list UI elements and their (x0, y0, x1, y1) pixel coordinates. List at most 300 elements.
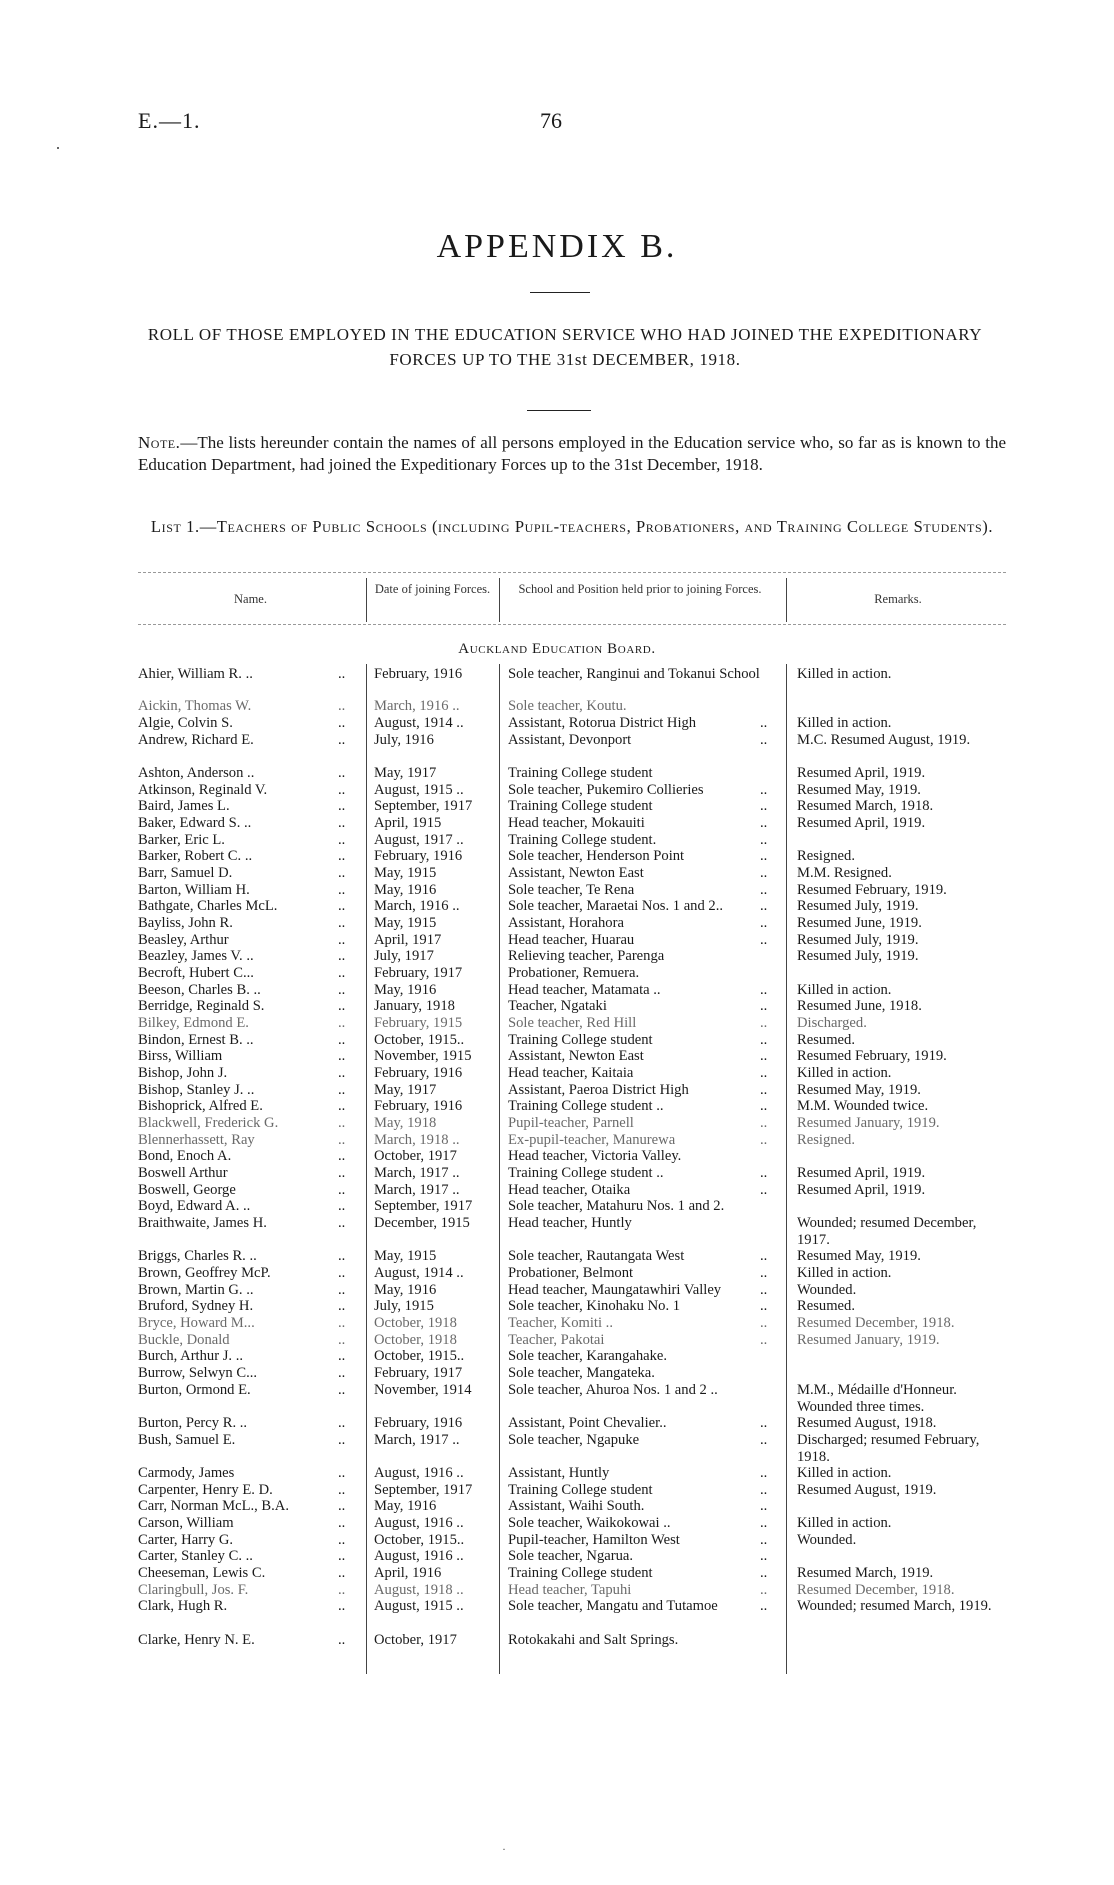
leader-dots: .. (760, 1132, 768, 1148)
leader-dots: .. (760, 1082, 768, 1098)
cell-remarks: Wounded; resumed March, 1919. (797, 1598, 992, 1614)
cell-school: Training College student (508, 765, 653, 781)
cell-remarks: Resumed June, 1919. (797, 915, 922, 931)
table-row (0, 1415, 1114, 1432)
leader-dots: .. (338, 1048, 346, 1064)
cell-date: February, 1916 (374, 666, 463, 682)
leader-dots: .. (760, 1032, 768, 1048)
table-row (0, 1582, 1114, 1599)
table-row (0, 1098, 1114, 1115)
leader-dots: .. (760, 1482, 768, 1498)
cell-name: Bindon, Ernest B. .. (138, 1032, 254, 1048)
cell-remarks: Resumed January, 1919. (797, 1332, 940, 1348)
cell-school: Sole teacher, Mangatu and Tutamoe (508, 1598, 718, 1614)
table-row (0, 882, 1114, 899)
cell-name: Berridge, Reginald S. (138, 998, 265, 1014)
cell-name: Barker, Robert C. .. (138, 848, 253, 864)
leader-dots: .. (338, 1298, 346, 1314)
leader-dots: .. (338, 1565, 346, 1581)
table-row (0, 1148, 1114, 1165)
cell-school: Assistant, Waihi South. (508, 1498, 645, 1514)
table-header-rule (138, 624, 1006, 625)
cell-date: February, 1916 (374, 848, 463, 864)
cell-name: Carpenter, Henry E. D. (138, 1482, 273, 1498)
cell-name: Carter, Harry G. (138, 1532, 234, 1548)
cell-date: February, 1916 (374, 1065, 463, 1081)
cell-name: Bishoprick, Alfred E. (138, 1098, 263, 1114)
cell-date: May, 1915 (374, 865, 437, 881)
cell-name: Aickin, Thomas W. (138, 698, 252, 714)
leader-dots: .. (338, 848, 346, 864)
leader-dots: .. (760, 1165, 768, 1181)
table-row (0, 1115, 1114, 1132)
leader-dots: .. (338, 1115, 346, 1131)
cell-school: Head teacher, Huarau (508, 932, 635, 948)
cell-remarks: Killed in action. (797, 1065, 892, 1081)
cell-school: Sole teacher, Red Hill (508, 1015, 637, 1031)
cell-name: Carr, Norman McL., B.A. (138, 1498, 289, 1514)
leader-dots: .. (760, 848, 768, 864)
leader-dots: .. (760, 1298, 768, 1314)
cell-date: May, 1917 (374, 1082, 437, 1098)
cell-school: Sole teacher, Ranginui and Tokanui School (508, 666, 760, 682)
cell-date: October, 1917 (374, 1632, 457, 1648)
cell-date: August, 1916 .. (374, 1515, 464, 1531)
cell-date: August, 1914 .. (374, 715, 464, 731)
leader-dots: .. (338, 1598, 346, 1614)
cell-date: May, 1916 (374, 1498, 437, 1514)
leader-dots: .. (338, 1582, 346, 1598)
table-row (0, 765, 1114, 782)
cell-name: Ashton, Anderson .. (138, 765, 255, 781)
table-row (0, 1248, 1114, 1265)
cell-school: Head teacher, Otaika (508, 1182, 631, 1198)
table-row (0, 1315, 1114, 1332)
cell-date: August, 1916 .. (374, 1465, 464, 1481)
cell-school: Assistant, Rotorua District High (508, 715, 697, 731)
leader-dots: .. (338, 1098, 346, 1114)
table-row (0, 1065, 1114, 1082)
board-heading: Auckland Education Board. (458, 641, 656, 657)
note-label: Note. (138, 433, 181, 452)
leader-dots: .. (338, 1332, 346, 1348)
leader-dots: .. (338, 1465, 346, 1481)
leader-dots: .. (760, 1065, 768, 1081)
cell-remarks: Wounded. (797, 1532, 857, 1548)
cell-remarks: Resumed January, 1919. (797, 1115, 940, 1131)
cell-school: Sole teacher, Te Rena (508, 882, 635, 898)
cell-school: Sole teacher, Ngapuke (508, 1432, 640, 1448)
leader-dots: .. (760, 1048, 768, 1064)
cell-name: Burton, Ormond E. (138, 1382, 251, 1398)
cell-remarks: Killed in action. (797, 666, 892, 682)
leader-dots: .. (338, 1482, 346, 1498)
table-row (0, 1298, 1114, 1315)
cell-date: April, 1917 (374, 932, 442, 948)
leader-dots: .. (760, 1565, 768, 1581)
cell-date: January, 1918 (374, 998, 455, 1014)
leader-dots: .. (338, 948, 346, 964)
cell-school: Head teacher, Kaitaia (508, 1065, 634, 1081)
cell-school: Training College student .. (508, 1098, 664, 1114)
cell-school: Probationer, Belmont (508, 1265, 634, 1281)
cell-remarks: M.M., Médaille d'Honneur. Wounded three times. (797, 1382, 957, 1415)
cell-name: Baker, Edward S. .. (138, 815, 252, 831)
cell-school: Training College student (508, 1032, 653, 1048)
cell-name: Claringbull, Jos. F. (138, 1582, 249, 1598)
leader-dots: .. (760, 782, 768, 798)
table-row (0, 1015, 1114, 1032)
leader-dots: .. (760, 1515, 768, 1531)
cell-name: Clarke, Henry N. E. (138, 1632, 255, 1648)
leader-dots: .. (338, 965, 346, 981)
cell-date: May, 1916 (374, 882, 437, 898)
leader-dots: .. (338, 732, 346, 748)
leader-dots: .. (338, 666, 346, 682)
cell-name: Bruford, Sydney H. (138, 1298, 254, 1314)
leader-dots: .. (338, 1315, 346, 1331)
cell-remarks: Resigned. (797, 848, 855, 864)
cell-name: Blackwell, Frederick G. (138, 1115, 279, 1131)
cell-school: Assistant, Point Chevalier.. (508, 1415, 667, 1431)
table-row (0, 698, 1114, 715)
cell-name: Briggs, Charles R. .. (138, 1248, 257, 1264)
cell-remarks: Killed in action. (797, 982, 892, 998)
table-row (0, 832, 1114, 849)
section-rule (527, 410, 591, 411)
cell-school: Probationer, Remuera. (508, 965, 640, 981)
cell-remarks: Resumed August, 1919. (797, 1482, 937, 1498)
cell-name: Burrow, Selwyn C... (138, 1365, 258, 1381)
cell-name: Andrew, Richard E. (138, 732, 254, 748)
leader-dots: .. (760, 1282, 768, 1298)
cell-name: Birss, William (138, 1048, 223, 1064)
leader-dots: .. (338, 882, 346, 898)
leader-dots: .. (338, 898, 346, 914)
cell-date: March, 1918 .. (374, 1132, 460, 1148)
cell-date: September, 1917 (374, 798, 473, 814)
cell-name: Beeson, Charles B. .. (138, 982, 261, 998)
cell-date: March, 1916 .. (374, 898, 460, 914)
cell-school: Assistant, Horahora (508, 915, 624, 931)
header-divider (366, 578, 367, 622)
leader-dots: .. (760, 815, 768, 831)
table-row (0, 1282, 1114, 1299)
cell-date: September, 1917 (374, 1482, 473, 1498)
cell-school: Head teacher, Matamata .. (508, 982, 661, 998)
cell-remarks: Resumed July, 1919. (797, 898, 919, 914)
cell-school: Training College student (508, 1565, 653, 1581)
cell-remarks: Resumed April, 1919. (797, 1182, 926, 1198)
cell-school: Head teacher, Victoria Valley. (508, 1148, 682, 1164)
cell-date: November, 1914 (374, 1382, 472, 1398)
cell-school: Head teacher, Maungatawhiri Valley (508, 1282, 722, 1298)
cell-name: Burton, Percy R. .. (138, 1415, 248, 1431)
table-row (0, 1482, 1114, 1499)
leader-dots: .. (760, 865, 768, 881)
cell-name: Bryce, Howard M... (138, 1315, 255, 1331)
cell-date: February, 1917 (374, 965, 463, 981)
table-row (0, 965, 1114, 982)
cell-date: April, 1916 (374, 1565, 442, 1581)
table-row (0, 1632, 1114, 1649)
leader-dots: .. (338, 1265, 346, 1281)
cell-name: Bilkey, Edmond E. (138, 1015, 249, 1031)
table-row (0, 982, 1114, 999)
cell-school: Sole teacher, Maraetai Nos. 1 and 2.. (508, 898, 724, 914)
cell-school: Relieving teacher, Parenga (508, 948, 665, 964)
leader-dots: .. (760, 1498, 768, 1514)
table-row (0, 1598, 1114, 1615)
cell-remarks: Killed in action. (797, 1265, 892, 1281)
cell-school: Sole teacher, Mangateka. (508, 1365, 655, 1381)
cell-name: Barr, Samuel D. (138, 865, 233, 881)
cell-school: Assistant, Devonport (508, 732, 632, 748)
table-row (0, 732, 1114, 749)
table-row (0, 666, 1114, 683)
cell-school: Training College student .. (508, 1165, 664, 1181)
cell-school: Sole teacher, Ahuroa Nos. 1 and 2 .. (508, 1382, 718, 1398)
cell-date: May, 1915 (374, 1248, 437, 1264)
leader-dots: .. (760, 1265, 768, 1281)
cell-remarks: Wounded; resumed December, 1917. (797, 1215, 977, 1248)
cell-name: Carson, William (138, 1515, 234, 1531)
leader-dots: .. (338, 715, 346, 731)
cell-remarks: Resumed May, 1919. (797, 782, 921, 798)
cell-date: August, 1915 .. (374, 782, 464, 798)
cell-remarks: Killed in action. (797, 715, 892, 731)
header-divider (499, 578, 500, 622)
cell-name: Brown, Geoffrey McP. (138, 1265, 271, 1281)
leader-dots: .. (760, 1098, 768, 1114)
table-row (0, 1548, 1114, 1565)
leader-dots: .. (338, 1248, 346, 1264)
cell-remarks: Resumed May, 1919. (797, 1248, 921, 1264)
cell-name: Bishop, John J. (138, 1065, 228, 1081)
cell-school: Teacher, Pakotai (508, 1332, 605, 1348)
cell-name: Barker, Eric L. (138, 832, 225, 848)
cell-date: March, 1917 .. (374, 1165, 460, 1181)
leader-dots: .. (338, 1198, 346, 1214)
cell-date: March, 1917 .. (374, 1432, 460, 1448)
table-row (0, 1382, 1114, 1415)
cell-date: July, 1917 (374, 948, 434, 964)
table-row (0, 815, 1114, 832)
leader-dots: .. (760, 1598, 768, 1614)
leader-dots: .. (338, 915, 346, 931)
table-row (0, 1348, 1114, 1365)
cell-remarks: Resumed April, 1919. (797, 1165, 926, 1181)
cell-school: Assistant, Huntly (508, 1465, 610, 1481)
leader-dots: .. (338, 1415, 346, 1431)
cell-remarks: Killed in action. (797, 1465, 892, 1481)
cell-school: Sole teacher, Koutu. (508, 698, 627, 714)
leader-dots: .. (760, 1465, 768, 1481)
cell-date: August, 1918 .. (374, 1582, 464, 1598)
table-row (0, 1332, 1114, 1349)
cell-school: Pupil-teacher, Hamilton West (508, 1532, 680, 1548)
table-top-rule (138, 572, 1006, 573)
cell-remarks: Resumed April, 1919. (797, 765, 926, 781)
note-text: —The lists hereunder contain the names of all persons employed in the Education service who, so far as is known to the Education Department, had joined the Expeditionary Forces up to the 31st December, 1918. (138, 433, 1006, 474)
table-row (0, 1365, 1114, 1382)
leader-dots: .. (338, 832, 346, 848)
leader-dots: .. (760, 1248, 768, 1264)
cell-name: Beasley, Arthur (138, 932, 229, 948)
cell-name: Burch, Arthur J. .. (138, 1348, 243, 1364)
table-row (0, 1048, 1114, 1065)
leader-dots: .. (760, 982, 768, 998)
leader-dots: .. (338, 1182, 346, 1198)
cell-remarks: M.C. Resumed August, 1919. (797, 732, 971, 748)
table-row (0, 782, 1114, 799)
leader-dots: .. (760, 1015, 768, 1031)
leader-dots: .. (760, 1432, 768, 1448)
roll-title: ROLL OF THOSE EMPLOYED IN THE EDUCATION SERVICE WHO HAD JOINED THE EXPEDITIONARY FORCES UP TO THE 31st DECEMBER, 1918. (147, 325, 983, 369)
cell-name: Becroft, Hubert C... (138, 965, 254, 981)
table-row (0, 715, 1114, 732)
cell-name: Cheeseman, Lewis C. (138, 1565, 266, 1581)
table-row (0, 898, 1114, 915)
cell-school: Assistant, Newton East (508, 1048, 644, 1064)
title-rule (530, 292, 590, 293)
leader-dots: .. (338, 1065, 346, 1081)
leader-dots: .. (760, 732, 768, 748)
cell-date: July, 1916 (374, 732, 434, 748)
cell-name: Bathgate, Charles McL. (138, 898, 278, 914)
cell-remarks: Resumed June, 1918. (797, 998, 922, 1014)
table-row (0, 1198, 1114, 1215)
cell-remarks: M.M. Resigned. (797, 865, 892, 881)
leader-dots: .. (338, 1532, 346, 1548)
cell-date: August, 1917 .. (374, 832, 464, 848)
cell-remarks: Resumed August, 1918. (797, 1415, 937, 1431)
leader-dots: .. (338, 798, 346, 814)
cell-school: Sole teacher, Ngarua. (508, 1548, 634, 1564)
table-row (0, 1265, 1114, 1282)
cell-date: May, 1918 (374, 1115, 437, 1131)
cell-date: March, 1916 .. (374, 698, 460, 714)
column-header-name: Name. (234, 592, 267, 606)
cell-school: Teacher, Ngataki (508, 998, 607, 1014)
cell-date: February, 1916 (374, 1415, 463, 1431)
leader-dots: .. (760, 798, 768, 814)
cell-name: Braithwaite, James H. (138, 1215, 267, 1231)
leader-dots: .. (338, 1365, 346, 1381)
cell-date: March, 1917 .. (374, 1182, 460, 1198)
cell-school: Sole teacher, Matahuru Nos. 1 and 2. (508, 1198, 725, 1214)
leader-dots: .. (338, 1148, 346, 1164)
leader-dots: .. (338, 1165, 346, 1181)
cell-school: Sole teacher, Karangahake. (508, 1348, 668, 1364)
leader-dots: .. (338, 1432, 346, 1448)
leader-dots: .. (338, 1632, 346, 1648)
leader-dots: .. (338, 1348, 346, 1364)
cell-school: Sole teacher, Henderson Point (508, 848, 685, 864)
cell-date: September, 1917 (374, 1198, 473, 1214)
cell-date: October, 1915.. (374, 1532, 465, 1548)
cell-date: August, 1916 .. (374, 1548, 464, 1564)
cell-school: Sole teacher, Pukemiro Collieries (508, 782, 704, 798)
table-row (0, 1182, 1114, 1199)
leader-dots: .. (338, 1132, 346, 1148)
cell-remarks: Resumed March, 1918. (797, 798, 934, 814)
cell-date: February, 1916 (374, 1098, 463, 1114)
leader-dots: .. (338, 698, 346, 714)
cell-date: August, 1915 .. (374, 1598, 464, 1614)
leader-dots: .. (760, 915, 768, 931)
cell-date: February, 1915 (374, 1015, 463, 1031)
table-row (0, 798, 1114, 815)
cell-name: Blennerhassett, Ray (138, 1132, 255, 1148)
cell-remarks: M.M. Wounded twice. (797, 1098, 929, 1114)
table-row (0, 865, 1114, 882)
list-title: List 1.—Teachers of Public Schools (including Pupil-teachers, Probationers, and Training College Students). (150, 517, 994, 536)
leader-dots: .. (338, 1548, 346, 1564)
table-row (0, 1165, 1114, 1182)
leader-dots: .. (338, 1382, 346, 1398)
cell-name: Atkinson, Reginald V. (138, 782, 268, 798)
table-row (0, 1215, 1114, 1248)
table-row (0, 915, 1114, 932)
note-paragraph (138, 432, 1006, 476)
cell-date: October, 1915.. (374, 1348, 465, 1364)
table-row (0, 1432, 1114, 1465)
leader-dots: .. (338, 782, 346, 798)
cell-remarks: Resumed March, 1919. (797, 1565, 934, 1581)
cell-school: Rotokakahi and Salt Springs. (508, 1632, 679, 1648)
leader-dots: .. (338, 1082, 346, 1098)
cell-date: October, 1918 (374, 1315, 457, 1331)
leader-dots: .. (338, 1515, 346, 1531)
cell-school: Training College student (508, 798, 653, 814)
cell-date: August, 1914 .. (374, 1265, 464, 1281)
cell-date: May, 1917 (374, 765, 437, 781)
leader-dots: .. (760, 932, 768, 948)
table-row (0, 948, 1114, 965)
table-row (0, 1515, 1114, 1532)
cell-date: May, 1916 (374, 1282, 437, 1298)
cell-school: Assistant, Paeroa District High (508, 1082, 689, 1098)
table-row (0, 1565, 1114, 1582)
leader-dots: .. (338, 982, 346, 998)
cell-school: Sole teacher, Rautangata West (508, 1248, 685, 1264)
cell-date: May, 1916 (374, 982, 437, 998)
cell-remarks: Resumed. (797, 1298, 855, 1314)
cell-remarks: Resumed February, 1919. (797, 882, 947, 898)
cell-name: Carter, Stanley C. .. (138, 1548, 253, 1564)
leader-dots: .. (760, 1548, 768, 1564)
cell-remarks: Discharged; resumed February, 1918. (797, 1432, 980, 1465)
cell-school: Head teacher, Mokauiti (508, 815, 645, 831)
leader-dots: .. (760, 998, 768, 1014)
footer-mark: · (502, 1842, 506, 1856)
cell-school: Assistant, Newton East (508, 865, 644, 881)
table-row (0, 998, 1114, 1015)
cell-name: Algie, Colvin S. (138, 715, 233, 731)
cell-name: Brown, Martin G. .. (138, 1282, 254, 1298)
cell-remarks: Resumed December, 1918. (797, 1315, 955, 1331)
leader-dots: .. (338, 765, 346, 781)
cell-remarks: Resigned. (797, 1132, 855, 1148)
cell-school: Sole teacher, Kinohaku No. 1 (508, 1298, 681, 1314)
cell-remarks: Wounded. (797, 1282, 857, 1298)
table-row (0, 1498, 1114, 1515)
cell-name: Boyd, Edward A. .. (138, 1198, 251, 1214)
table-row (0, 1465, 1114, 1482)
cell-name: Boswell, George (138, 1182, 236, 1198)
leader-dots: .. (760, 1415, 768, 1431)
